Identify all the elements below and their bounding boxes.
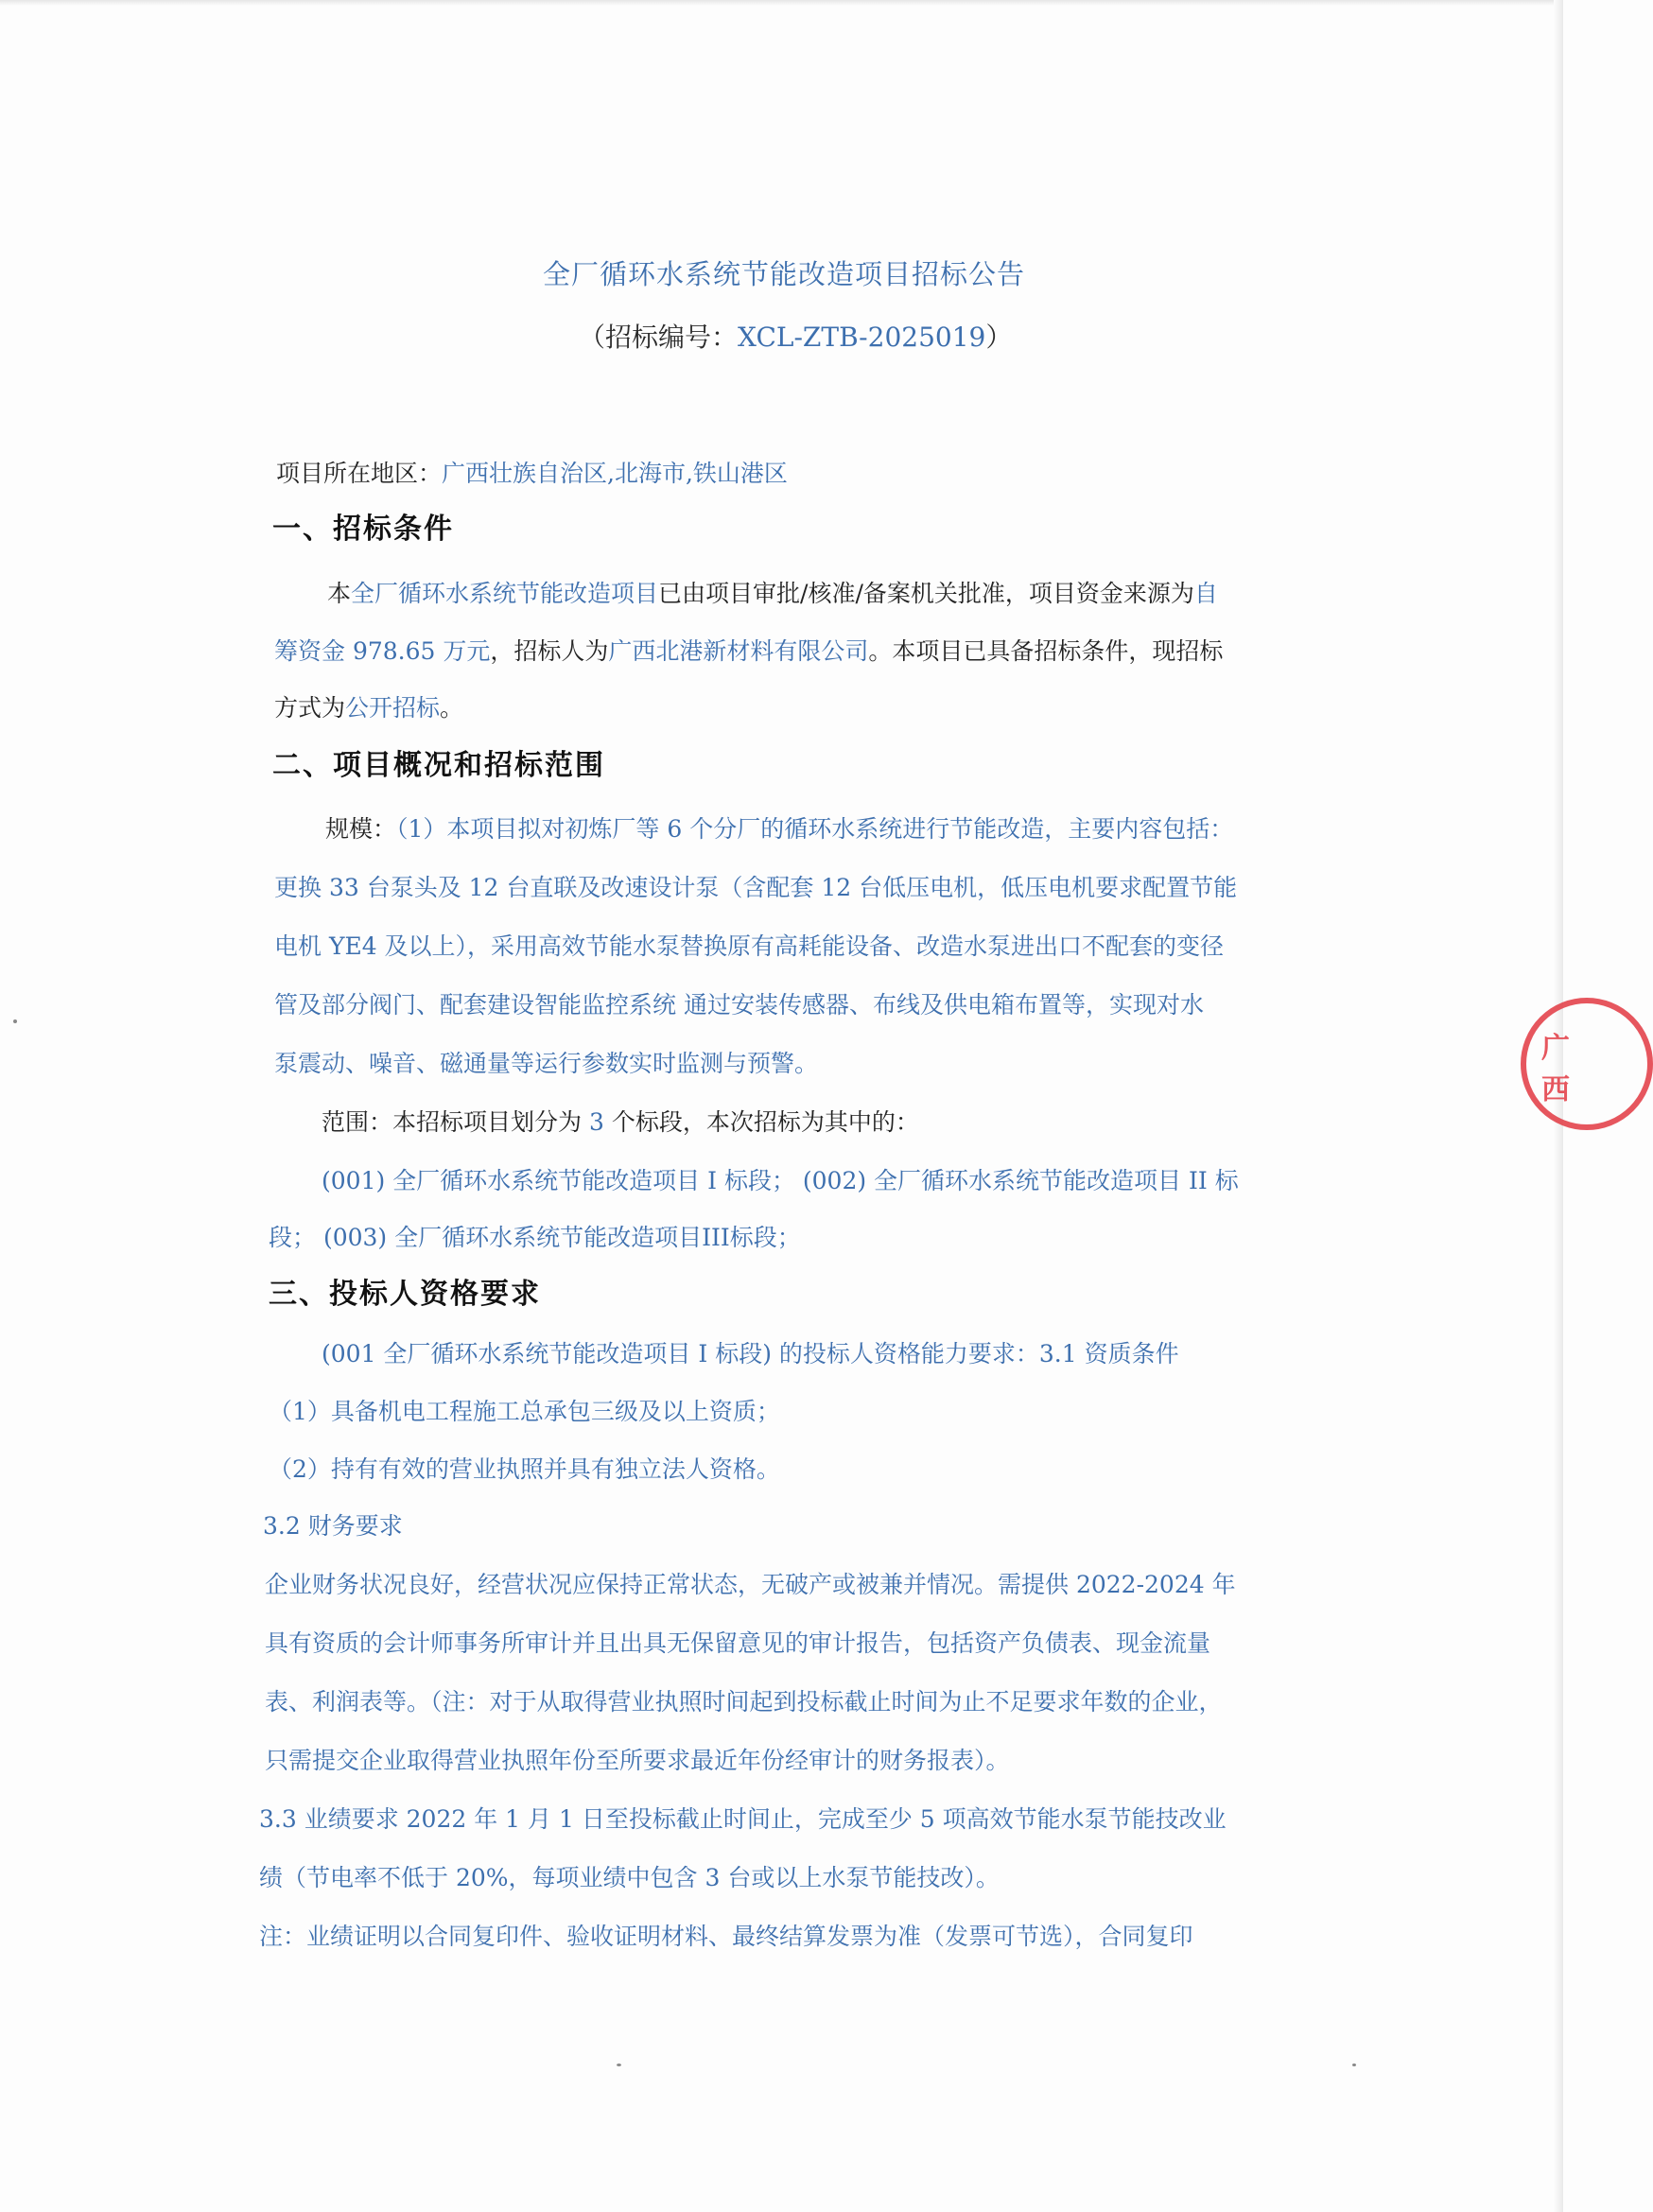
- s3-line-7: 表、利润表等。（注：对于从取得营业执照时间起到投标截止时间为止不足要求年数的企业，: [265, 1688, 1223, 1716]
- s2-lots-line-1: (001) 全厂循环水系统节能改造项目 I 标段； (002) 全厂循环水系统节能改造项目 II 标: [322, 1167, 1239, 1194]
- region-label: 项目所在地区：: [276, 460, 443, 487]
- s2-scale-line-2: 更换 33 台泵头及 12 台直联及改速设计泵（含配套 12 台低压电机，低压电机要求配置节能: [274, 874, 1238, 901]
- lot-count: 3: [588, 1108, 604, 1136]
- s2-scale-line-1: 规模：（1）本项目拟对初炼厂等 6 个分厂的循环水系统进行节能改造，主要内容包括：: [325, 815, 1234, 843]
- scan-speck: [1352, 2064, 1356, 2066]
- tender-number-value: XCL-ZTB-2025019: [738, 322, 986, 353]
- s3-line-4: 3.2 财务要求: [263, 1512, 403, 1540]
- s1-line-2: 筹资金 978.65 万元，招标人为广西北港新材料有限公司。本项目已具备招标条件，现招标: [274, 637, 1224, 665]
- tender-number: （招标编号：XCL-ZTB-2025019）: [579, 322, 1013, 353]
- scan-top-edge: [0, 0, 1563, 6]
- seal-char: 广: [1541, 1032, 1570, 1065]
- s1-line-3: 方式为公开招标。: [274, 694, 464, 722]
- s2-scale-line-4: 管及部分阀门、配套建设智能监控系统 通过安装传感器、布线及供电箱布置等，实现对水: [274, 991, 1204, 1019]
- s3-line-2: （1）具备机电工程施工总承包三级及以上资质；: [269, 1398, 780, 1425]
- scan-speck: [617, 2064, 621, 2066]
- company-seal: [1521, 998, 1653, 1130]
- s3-line-3: （2）持有有效的营业执照并具有独立法人资格。: [269, 1455, 780, 1483]
- s3-line-8: 只需提交企业取得营业执照年份至所要求最近年份经审计的财务报表）。: [265, 1747, 1010, 1774]
- s2-scale-line-3: 电机 YE4 及以上），采用高效节能水泵替换原有高耗能设备、改造水泵进出口不配套的变径: [274, 932, 1225, 960]
- s3-line-1: (001 全厂循环水系统节能改造项目 I 标段) 的投标人资格能力要求：3.1 资质条件: [322, 1340, 1179, 1367]
- document-title: 全厂循环水系统节能改造项目招标公告: [543, 258, 1026, 290]
- s2-scale-line-5: 泵震动、噪音、磁通量等运行参数实时监测与预警。: [274, 1050, 819, 1077]
- seal-char: 西: [1541, 1073, 1570, 1106]
- section-heading-3: 三、投标人资格要求: [269, 1278, 541, 1311]
- s1-line-1: 本全厂循环水系统节能改造项目已由项目审批/核准/备案机关批准，项目资金来源为自: [327, 580, 1218, 607]
- s2-lots-line-2: 段； (003) 全厂循环水系统节能改造项目III标段；: [269, 1224, 801, 1251]
- s3-line-10: 绩（节电率不低于 20%，每项业绩中包含 3 台或以上水泵节能技改）。: [259, 1864, 1000, 1891]
- section-heading-1: 一、招标条件: [272, 513, 454, 546]
- region-value: 广西壮族自治区,北海市,铁山港区: [442, 460, 788, 487]
- s3-line-9: 3.3 业绩要求 2022 年 1 月 1 日至投标截止时间止，完成至少 5 项高效节能水泵节能技改业: [259, 1805, 1227, 1833]
- s3-line-5: 企业财务状况良好，经营状况应保持正常状态，无破产或被兼并情况。需提供 2022-2024 年: [265, 1571, 1236, 1598]
- s2-range-line: 范围：本招标项目划分为 3 个标段，本次招标为其中的：: [322, 1108, 919, 1136]
- s3-line-6: 具有资质的会计师事务所审计并且出具无保留意见的审计报告，包括资产负债表、现金流量: [265, 1629, 1211, 1657]
- scan-speck: [13, 1019, 17, 1023]
- project-region: [276, 458, 788, 490]
- section-heading-2: 二、项目概况和招标范围: [272, 749, 605, 782]
- s3-line-11: 注：业绩证明以合同复印件、验收证明材料、最终结算发票为准（发票可节选），合同复印: [259, 1923, 1193, 1950]
